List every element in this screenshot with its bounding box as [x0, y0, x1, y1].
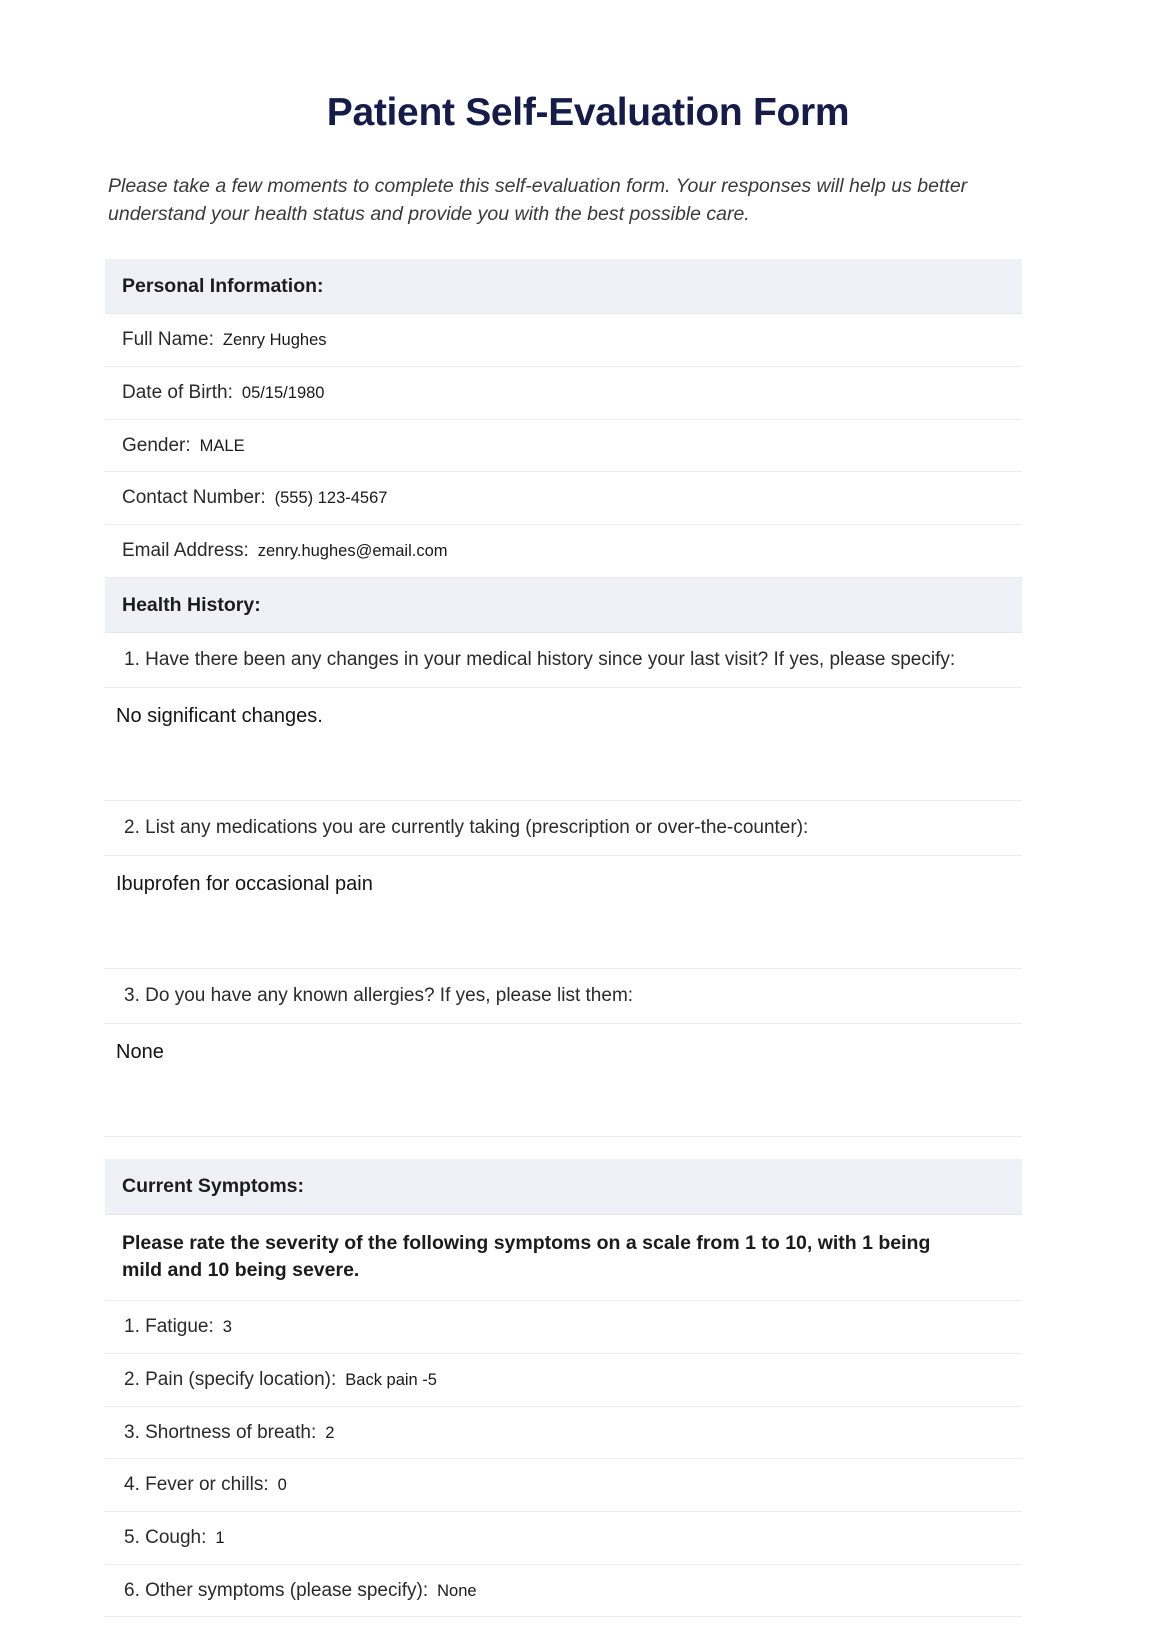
- field-value: 05/15/1980: [241, 383, 325, 402]
- answer-text: None: [116, 1041, 164, 1064]
- section-gap: [105, 1137, 1022, 1159]
- section-heading-label: Current Symptoms:: [122, 1175, 305, 1198]
- field-label: Gender:: [122, 434, 191, 456]
- field-label: Email Address:: [122, 539, 249, 561]
- symptom-label: 1. Fatigue:: [124, 1316, 214, 1338]
- intro-paragraph: Please take a few moments to complete this self-evaluation form. Your responses will help us better understand your health status and provide you with the best possible care.: [108, 174, 968, 225]
- section-header-personal-information: [105, 259, 1022, 314]
- answer-text: No significant changes.: [116, 705, 323, 728]
- form-body: [105, 259, 1022, 1617]
- field-row-full-name[interactable]: [105, 314, 1022, 367]
- field-value: (555) 123-4567: [274, 489, 388, 508]
- answer-row-2[interactable]: [105, 856, 1022, 969]
- field-label: Date of Birth:: [122, 381, 233, 403]
- symptom-value: Back pain -5: [345, 1371, 437, 1390]
- symptom-row-cough[interactable]: [105, 1512, 1022, 1565]
- field-row-gender[interactable]: [105, 420, 1022, 473]
- symptom-row-pain[interactable]: [105, 1354, 1022, 1407]
- symptom-label: 2. Pain (specify location):: [124, 1369, 337, 1391]
- symptom-label: 3. Shortness of breath:: [124, 1421, 317, 1443]
- symptom-row-other-symptoms[interactable]: [105, 1565, 1022, 1618]
- field-row-date-of-birth[interactable]: [105, 367, 1022, 420]
- field-value: MALE: [199, 436, 245, 455]
- field-label: Full Name:: [122, 329, 214, 351]
- symptom-value: 2: [325, 1423, 335, 1442]
- answer-text: Ibuprofen for occasional pain: [116, 873, 373, 896]
- symptom-label: 6. Other symptoms (please specify):: [124, 1579, 429, 1601]
- symptom-value: 3: [222, 1318, 232, 1337]
- field-row-contact-number[interactable]: [105, 472, 1022, 525]
- question-row-3: [105, 969, 1022, 1024]
- section-header-current-symptoms: [105, 1159, 1022, 1214]
- section-heading-label: Personal Information:: [122, 275, 324, 297]
- symptom-row-fever-or-chills[interactable]: [105, 1459, 1022, 1512]
- question-row-2: [105, 801, 1022, 856]
- field-value: Zenry Hughes: [222, 331, 327, 350]
- page-title: Patient Self-Evaluation Form: [326, 91, 850, 134]
- symptom-label: 4. Fever or chills:: [124, 1474, 269, 1496]
- field-label: Contact Number:: [122, 487, 266, 509]
- symptom-row-shortness-of-breath[interactable]: [105, 1407, 1022, 1460]
- question-text: 1. Have there been any changes in your medical history since your last visit? If yes, please specify:: [124, 648, 956, 670]
- field-value: zenry.hughes@email.com: [257, 541, 448, 560]
- symptoms-instruction-row: [105, 1215, 1022, 1302]
- symptom-value: 0: [277, 1476, 287, 1495]
- field-row-email-address[interactable]: [105, 525, 1022, 578]
- section-header-health-history: [105, 578, 1022, 633]
- symptom-row-fatigue[interactable]: [105, 1301, 1022, 1354]
- section-heading-label: Health History:: [122, 593, 261, 616]
- question-row-1: [105, 633, 1022, 688]
- question-text: 3. Do you have any known allergies? If yes, please list them:: [124, 985, 634, 1007]
- symptom-value: None: [437, 1581, 477, 1600]
- answer-row-3[interactable]: [105, 1024, 1022, 1137]
- question-text: 2. List any medications you are currently taking (prescription or over-the-counter):: [124, 817, 809, 839]
- answer-row-1[interactable]: [105, 688, 1022, 801]
- symptom-value: 1: [215, 1528, 225, 1547]
- symptoms-instruction-text: Please rate the severity of the following symptoms on a scale from 1 to 10, with 1 being mild and 10 being severe.: [122, 1231, 931, 1282]
- symptom-label: 5. Cough:: [124, 1526, 207, 1548]
